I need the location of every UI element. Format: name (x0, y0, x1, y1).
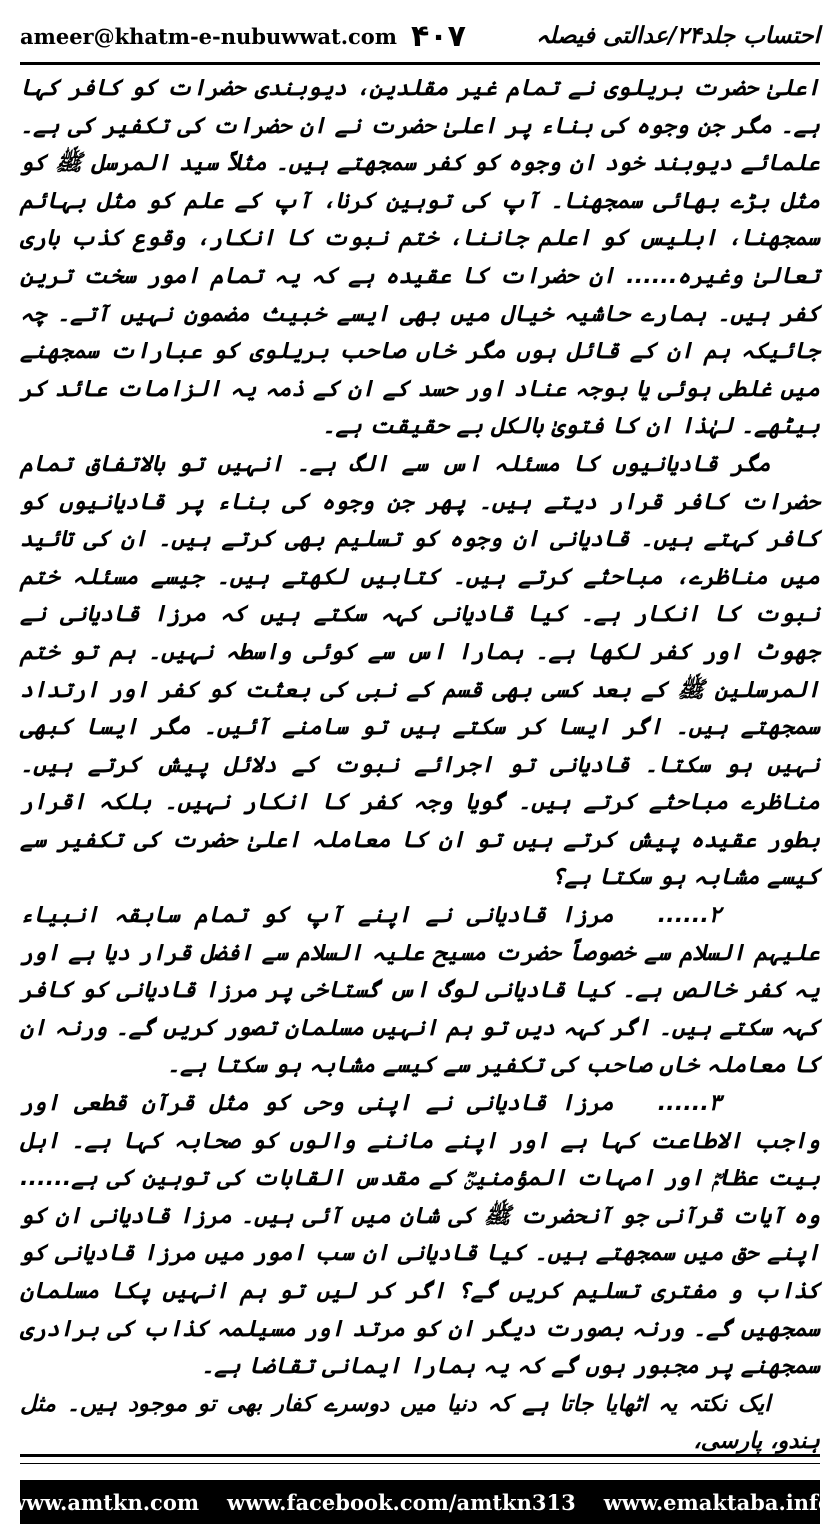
header-rule (20, 62, 820, 65)
paragraph-4 (20, 1085, 820, 1386)
item-number-2: ۲...... (657, 902, 721, 929)
footer-bar (7, 1480, 833, 1524)
footer-link-amtkn[interactable]: www.amtkn.com (7, 1489, 200, 1515)
page-header (20, 14, 820, 58)
header-left (20, 19, 466, 54)
paragraph-3-text: مرزا قادیانی نے اپنے آپ کو تمام سابقہ انبیاء علیہم السلام سے خصوصاً حضرت مسیح علیہ السلام سے افضل قرار دیا ہے اور یہ کفر خالص ہے۔ کیا قادیانی لوگ اس گستاخی پر مرزا قادیانی کو کافر کہہ سکتے ہیں۔ اگر کہہ دیں تو ہم انہیں مسلمان تصور کریں گے۔ ورنہ ان کا معاملہ خاں صاحب کی تکفیر سے کیسے مشابہ ہو سکتا ہے۔ (20, 902, 820, 1079)
paragraph-5: ایک نکتہ یہ اٹھایا جاتا ہے کہ دنیا میں دوسرے کفار بھی تو موجود ہیں۔ مثل ہندو، پارسی، (20, 1390, 820, 1455)
footer-rules (20, 1454, 820, 1464)
header-book-title: احتساب جلد۲۴/عدالتی فیصلہ (535, 23, 820, 49)
footer-link-emaktaba[interactable]: www.emaktaba.info (603, 1489, 833, 1515)
paragraph-1: اعلیٰ حضرت بریلوی نے تمام غیر مقلدین، دیوبندی حضرات کو کافر کہا ہے۔ مگر جن وجوہ کی بناء پر اعلیٰ حضرت نے ان حضرات کی تکفیر کی ہے۔ علمائے دیوبند خود ان وجوہ کو کفر سمجھتے ہیں۔ مثلاً سید المرسل ﷺ کو مثل بڑے بھائی سمجھنا۔ آپ کی توہین کرنا، آپ کے علم کو مثل بہائم سمجھنا، ابلیس کو اعلم جاننا، ختم نبوت کا انکار، وقوع کذب باری تعالیٰ وغیرہ...... ان حضرات کا عقیدہ ہے کہ یہ تمام امور سخت ترین کفر ہیں۔ ہمارے حاشیہ خیال میں بھی ایسے خبیث مضمون نہیں آتے۔ چہ جائیکہ ہم ان کے قائل ہوں مگر خاں صاحب بریلوی کو عبارات سمجھنے میں غلطی ہوئی یا بوجہ عناد اور حسد کے ان کے ذمہ یہ الزامات عائد کر بیٹھے۔ لہٰذا ان کا فتویٰ بالکل بے حقیقت ہے۔ (20, 75, 820, 440)
paragraph-2: مگر قادیانیوں کا مسئلہ اس سے الگ ہے۔ انہیں تو بالاتفاق تمام حضرات کافر قرار دیتے ہیں۔ پھر جن وجوہ کی بناء پر قادیانیوں کو کافر کہتے ہیں۔ قادیانی ان وجوہ کو تسلیم بھی کرتے ہیں۔ ان کی تائید میں مناظرے، مباحثے کرتے ہیں۔ کتابیں لکھتے ہیں۔ جیسے مسئلہ ختم نبوت کا انکار ہے۔ کیا قادیانی کہہ سکتے ہیں کہ مرزا قادیانی نے جھوٹ اور کفر لکھا ہے۔ ہمارا اس سے کوئی واسطہ نہیں۔ ہم تو ختم المرسلین ﷺ کے بعد کسی بھی قسم کے نبی کی بعثت کو کفر اور ارتداد سمجھتے ہیں۔ اگر ایسا کر سکتے ہیں تو سامنے آئیں۔ مگر ایسا کبھی نہیں ہو سکتا۔ قادیانی تو اجرائے نبوت کے دلائل پیش کرتے ہیں۔ مناظرے مباحثے کرتے ہیں۔ گویا وجہ کفر کا انکار نہیں۔ بلکہ اقرار بطور عقیدہ پیش کرتے ہیں تو ان کا معاملہ اعلیٰ حضرت کی تکفیر سے کیسے مشابہ ہو سکتا ہے؟ (20, 450, 820, 891)
paragraph-4-text: مرزا قادیانی نے اپنی وحی کو مثل قرآن قطعی اور واجب الاطاعت کہا ہے اور اپنے ماننے والوں کو صحابہ کہا ہے۔ اہل بیت عظامؓ اور امہات المؤمنینؓ کے مقدس القابات کی توہین کی ہے...... وہ آیات قرآنی جو آنحضرت ﷺ کی شان میں آئی ہیں۔ مرزا قادیانی ان کو اپنے حق میں سمجھتے ہیں۔ کیا قادیانی ان سب امور میں مرزا قادیانی کو کذاب و مفتری تسلیم کریں گے؟ اگر کر لیں تو ہم انہیں پکا مسلمان سمجھیں گے۔ ورنہ بصورت دیگر ان کو مرتد اور مسیلمہ کذاب کی برادری سمجھنے پر مجبور ہوں گے کہ یہ ہمارا ایمانی تقاضا ہے۔ (20, 1090, 820, 1380)
paragraph-3 (20, 897, 820, 1085)
footer-rule-thin (20, 1463, 820, 1464)
footer-rule-thick (20, 1454, 820, 1457)
page-body (20, 70, 820, 1455)
footer-link-facebook[interactable]: www.facebook.com/amtkn313 (227, 1489, 576, 1515)
page-number: ۴۰۷ (411, 18, 466, 54)
item-number-3: ۳...... (657, 1090, 721, 1117)
header-email[interactable]: ameer@khatm-e-nubuwwat.com (20, 23, 398, 49)
